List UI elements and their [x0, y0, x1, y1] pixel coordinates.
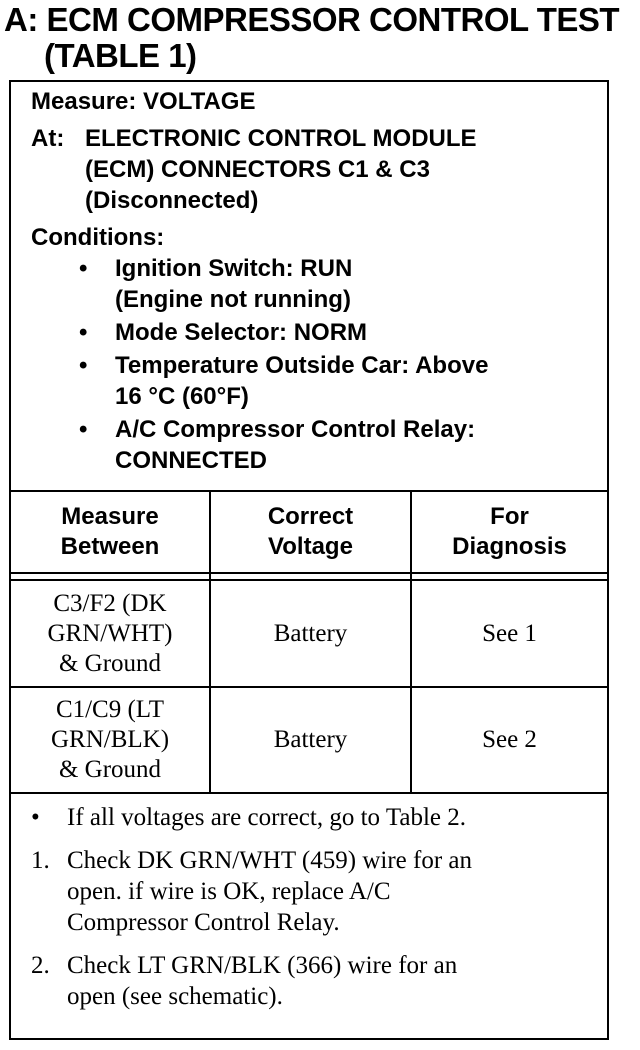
condition-line: (Engine not running) [115, 286, 351, 313]
bullet-icon: • [79, 416, 88, 443]
note-line: Compressor Control Relay. [67, 909, 340, 936]
cell-line: & Ground [58, 756, 162, 783]
bullet-icon: • [79, 352, 88, 379]
bullet-icon: • [79, 255, 88, 282]
table-row-2-correct-voltage: Battery [273, 726, 348, 753]
note-line: open. if wire is OK, replace A/C [67, 878, 391, 905]
column-header-correct-voltage [211, 492, 410, 572]
condition-line: A/C Compressor Control Relay: [115, 416, 476, 443]
header-line: Between [60, 533, 160, 560]
test-table-box [9, 80, 609, 1040]
diagnosis-notes [31, 802, 601, 1012]
note-number: 1. [31, 847, 50, 874]
note-line: open (see schematic). [67, 983, 283, 1010]
conditions-list [79, 253, 603, 476]
note-line: Check DK GRN/WHT (459) wire for an [67, 847, 472, 874]
header-line: For [490, 503, 529, 530]
cell-line: C1/C9 (LT [55, 696, 165, 723]
title-line-2: (TABLE 1) [44, 37, 197, 74]
title-line-1: A: ECM COMPRESSOR CONTROL TEST [4, 1, 620, 38]
bullet-icon: • [31, 804, 40, 831]
cell-line: & Ground [58, 649, 162, 677]
header-rule [11, 572, 607, 574]
bullet-icon: • [79, 319, 88, 346]
at-label: At: [31, 125, 65, 152]
condition-item [79, 350, 603, 412]
header-line: Diagnosis [452, 533, 567, 560]
conditions-label: Conditions: [31, 224, 165, 251]
condition-item [79, 317, 603, 348]
column-header-for-diagnosis [412, 492, 607, 572]
condition-item [79, 414, 603, 476]
at-text [85, 123, 477, 216]
condition-line: Ignition Switch: RUN [115, 255, 353, 282]
note-line: If all voltages are correct, go to Table 2. [67, 804, 467, 831]
condition-line: Temperature Outside Car: Above [115, 352, 489, 379]
at-line: ELECTRONIC CONTROL MODULE [85, 125, 477, 152]
note-line: Check LT GRN/BLK (366) wire for an [67, 952, 458, 979]
cell-line: C3/F2 (DK [53, 589, 167, 617]
page-title [4, 2, 636, 74]
note-item [31, 845, 601, 938]
table-row-1-correct-voltage: Battery [273, 619, 348, 647]
cell-line: GRN/BLK) [50, 726, 170, 753]
header-line: Measure [61, 503, 159, 530]
condition-line: Mode Selector: NORM [115, 319, 368, 346]
column-header-measure-between [11, 492, 209, 572]
table-bottom-rule [11, 792, 607, 794]
table-row-2-for-diagnosis: See 2 [482, 726, 537, 753]
table-row-2-measure-between [11, 688, 209, 792]
test-conditions [31, 86, 603, 476]
note-item [31, 950, 601, 1012]
table-row-1-measure-between [11, 581, 209, 686]
table-row-1-for-diagnosis: See 1 [482, 619, 537, 647]
header-line: Correct [267, 503, 354, 530]
at-location [31, 123, 603, 216]
note-number: 2. [31, 952, 50, 979]
cell-line: GRN/WHT) [47, 619, 173, 647]
condition-line: 16 °C (60°F) [115, 383, 249, 410]
at-line: (ECM) CONNECTORS C1 & C3 [85, 156, 430, 183]
condition-line: CONNECTED [115, 447, 268, 474]
condition-item [79, 253, 603, 315]
at-line: (Disconnected) [85, 187, 259, 214]
measure-label: Measure: VOLTAGE [31, 88, 256, 115]
header-line: Voltage [268, 533, 353, 560]
note-item [31, 802, 601, 833]
